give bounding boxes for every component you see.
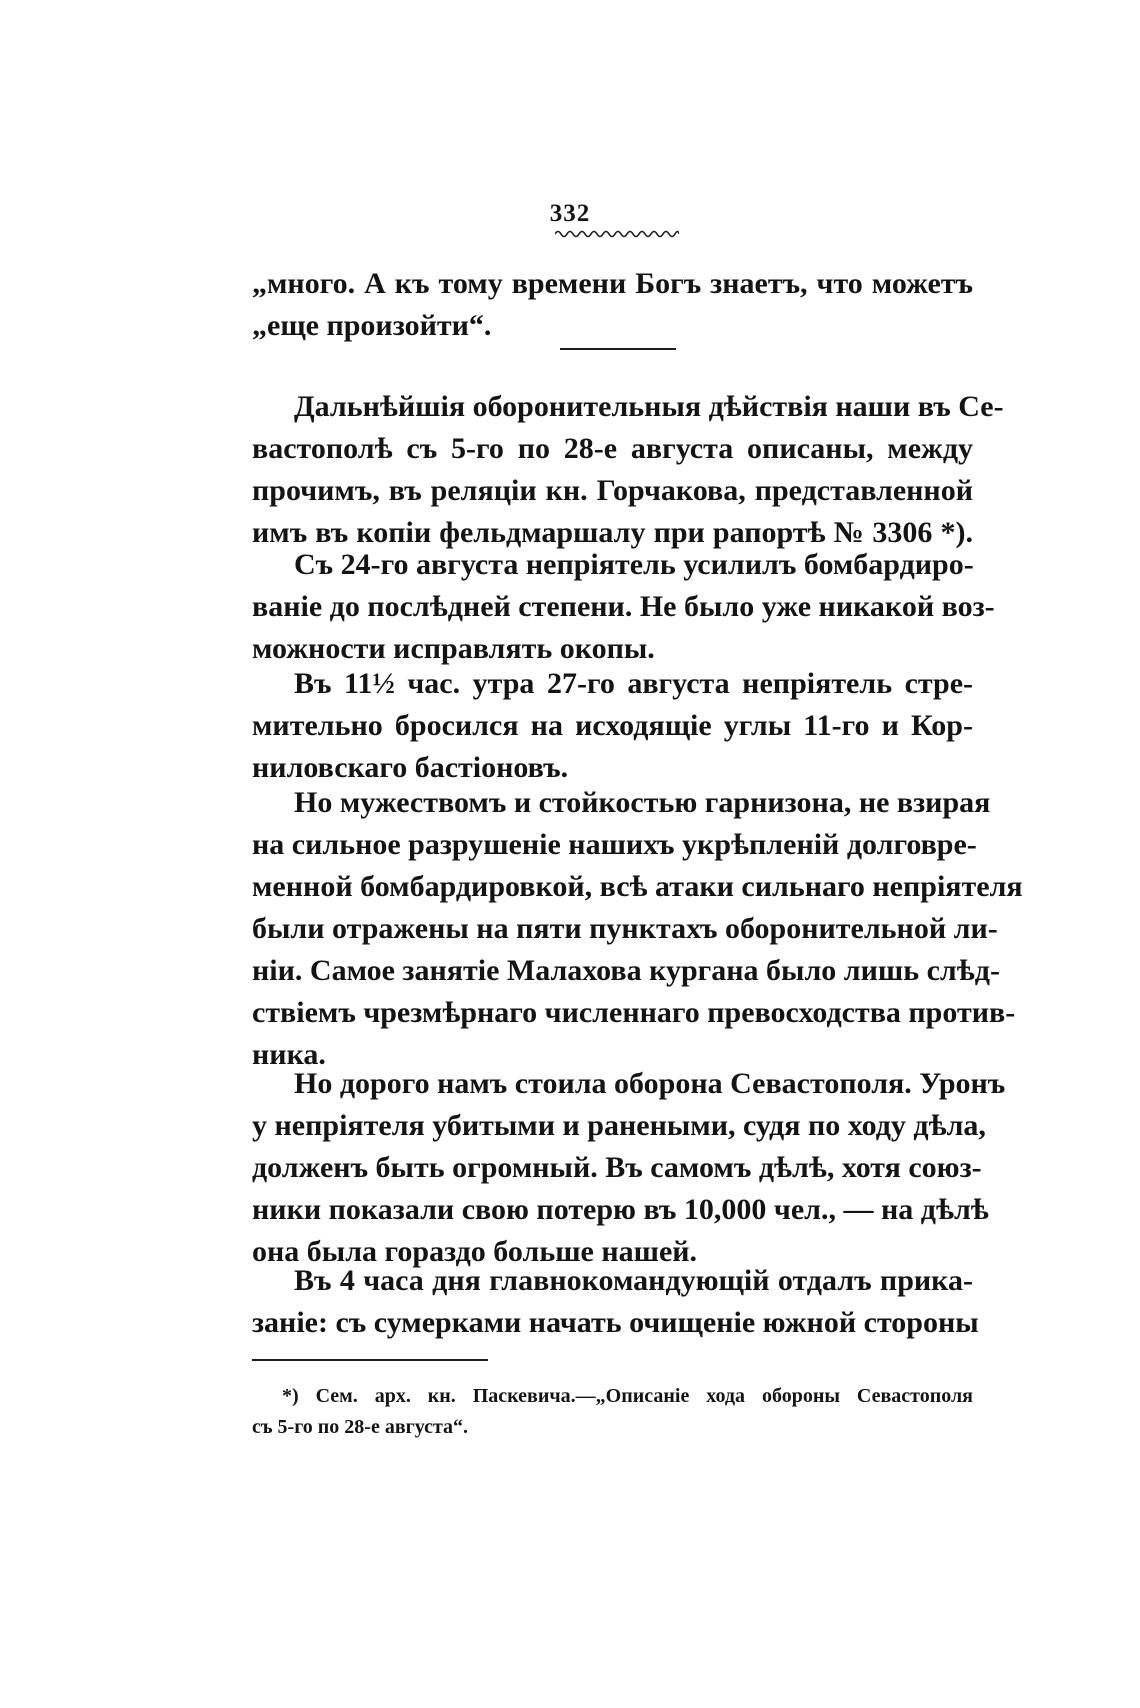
text-line: ваніе до послѣдней степени. Не было уже никакой воз- (252, 590, 995, 623)
text-line: заніе: съ сумерками начать очищеніе южной стороны (252, 1306, 979, 1339)
text-line: ствіемъ чрезмѣрнаго численнаго превосходства против- (252, 996, 1016, 1029)
text-line: прочимъ, въ реляціи кн. Горчакова, представленной (252, 474, 973, 507)
footnote-line: *) Сем. арх. кн. Паскевича.—„Описаніе хода обороны Севастополя (282, 1385, 973, 1407)
text-line: были отражены на пяти пунктахъ оборонительной ли- (252, 912, 998, 945)
paragraph-1 (252, 263, 973, 347)
text-line: ники показали свою потерю въ 10,000 чел., — на дѣлѣ (252, 1193, 989, 1226)
text-line: имъ въ копіи фельдмаршалу при рапортѣ № 3306 *). (252, 516, 973, 549)
paragraph-7 (252, 1260, 979, 1344)
text-line: Но мужествомъ и стойкостью гарнизона, не взирая (294, 786, 991, 819)
text-line: можности исправлять окопы. (252, 632, 655, 665)
paragraph-2 (252, 386, 1004, 554)
text-line: Въ 4 часа дня главнокомандующій отдалъ прика- (294, 1264, 973, 1297)
text-line: ниловскаго бастіоновъ. (252, 751, 569, 784)
text-line: Съ 24-го августа непріятель усилилъ бомбардиро- (294, 548, 974, 581)
text-line: Дальнѣйшія оборонительныя дѣйствія наши въ Се- (294, 390, 1004, 423)
footnote (252, 1381, 973, 1443)
footnote-line: съ 5-го по 28-е августа“. (252, 1416, 469, 1438)
text-line: Въ 11½ час. утра 27-го августа непріятель стре- (294, 667, 973, 700)
text-line: „еще произойти“. (252, 309, 492, 342)
page-number-ornament (555, 228, 679, 238)
text-line: ніи. Самое занятіе Малахова кургана было лишь слѣд- (252, 954, 1000, 987)
text-line: на сильное разрушеніе нашихъ укрѣпленій долговре- (252, 828, 977, 861)
section-separator (560, 348, 676, 350)
text-line: у непріятеля убитыми и ранеными, судя по ходу дѣла, (252, 1109, 986, 1142)
text-line: ника. (252, 1038, 326, 1071)
text-line: она была гораздо больше нашей. (252, 1235, 698, 1268)
paragraph-5 (252, 782, 1023, 1076)
text-line: „много. А къ тому времени Богъ знаетъ, что можетъ (252, 267, 973, 300)
paragraph-4 (252, 663, 973, 789)
text-line: Но дорого намъ стоила оборона Севастополя. Уронъ (294, 1067, 1006, 1100)
text-line: менной бомбардировкой, всѣ атаки сильнаго непріятеля (252, 870, 1023, 903)
page-number: 332 (549, 200, 591, 227)
text-line: долженъ быть огромный. Въ самомъ дѣлѣ, хотя союз- (252, 1151, 982, 1184)
text-line: вастополѣ съ 5-го по 28-е августа описаны, между (252, 432, 973, 465)
text-line: мительно бросился на исходящіе углы 11-го и Кор- (252, 709, 973, 742)
paragraph-6 (252, 1063, 1006, 1273)
paragraph-3 (252, 544, 995, 670)
footnote-separator (252, 1359, 488, 1361)
